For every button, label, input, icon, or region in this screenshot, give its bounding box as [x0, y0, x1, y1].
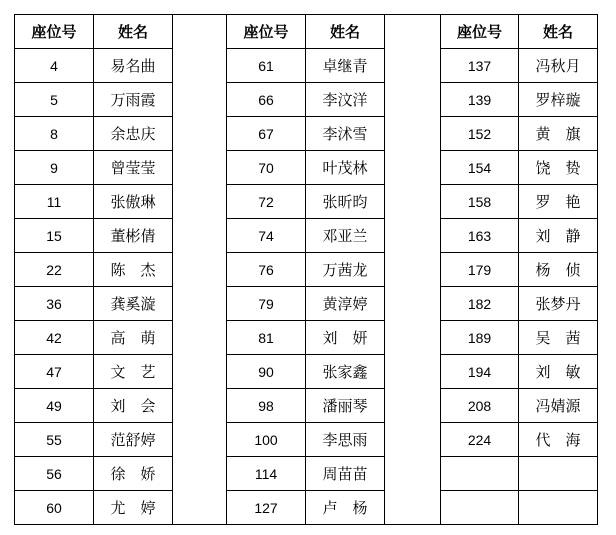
seat-number-cell: 9: [15, 151, 94, 185]
student-name-cell: 黄淳婷: [306, 287, 385, 321]
student-name-cell: 叶茂林: [306, 151, 385, 185]
student-name-cell: 潘丽琴: [306, 389, 385, 423]
name-column-header: 姓名: [94, 15, 173, 49]
seat-number-cell: 114: [227, 457, 306, 491]
seat-number-cell: 72: [227, 185, 306, 219]
column-spacer: [385, 117, 441, 151]
student-name-cell: 张家鑫: [306, 355, 385, 389]
student-name-cell: 刘 敏: [519, 355, 598, 389]
student-name-cell: 罗梓璇: [519, 83, 598, 117]
seat-number-cell: 163: [441, 219, 519, 253]
seat-number-cell: 81: [227, 321, 306, 355]
student-name-cell: 余忠庆: [94, 117, 173, 151]
column-spacer: [385, 491, 441, 525]
column-spacer: [385, 83, 441, 117]
seat-number-cell: 5: [15, 83, 94, 117]
seat-number-cell: 189: [441, 321, 519, 355]
seat-column-header: 座位号: [15, 15, 94, 49]
table-row: [15, 49, 598, 83]
column-spacer: [173, 287, 227, 321]
student-name-cell: 刘 妍: [306, 321, 385, 355]
student-name-cell: 周苗苗: [306, 457, 385, 491]
student-name-cell: 刘 静: [519, 219, 598, 253]
column-spacer: [173, 491, 227, 525]
name-column-header: 姓名: [306, 15, 385, 49]
student-name-cell: 李沭雪: [306, 117, 385, 151]
student-name-cell: 张昕昀: [306, 185, 385, 219]
seat-number-cell: 47: [15, 355, 94, 389]
student-name-cell: 刘 会: [94, 389, 173, 423]
table-row: [15, 389, 598, 423]
table-body: [15, 49, 598, 525]
seat-number-cell: 22: [15, 253, 94, 287]
column-spacer: [385, 151, 441, 185]
table-row: [15, 491, 598, 525]
seat-number-cell: 79: [227, 287, 306, 321]
seat-number-cell: 61: [227, 49, 306, 83]
column-spacer: [173, 83, 227, 117]
table-row: [15, 457, 598, 491]
name-column-header: 姓名: [519, 15, 598, 49]
column-spacer: [385, 355, 441, 389]
column-spacer: [173, 49, 227, 83]
seat-number-cell: 154: [441, 151, 519, 185]
table-row: [15, 321, 598, 355]
student-name-cell: 高 萌: [94, 321, 173, 355]
column-spacer: [385, 423, 441, 457]
student-name-cell: 罗 艳: [519, 185, 598, 219]
column-spacer: [385, 185, 441, 219]
student-name-cell: 范舒婷: [94, 423, 173, 457]
student-name-cell: [519, 457, 598, 491]
column-spacer: [385, 49, 441, 83]
student-name-cell: 冯秋月: [519, 49, 598, 83]
student-name-cell: 张梦丹: [519, 287, 598, 321]
student-name-cell: 卢 杨: [306, 491, 385, 525]
seat-column-header: 座位号: [227, 15, 306, 49]
table-row: [15, 423, 598, 457]
seat-number-cell: 74: [227, 219, 306, 253]
seat-number-cell: 127: [227, 491, 306, 525]
column-spacer: [385, 389, 441, 423]
column-spacer: [173, 423, 227, 457]
column-spacer: [173, 253, 227, 287]
seat-number-cell: 66: [227, 83, 306, 117]
seat-number-cell: 194: [441, 355, 519, 389]
seat-number-cell: 70: [227, 151, 306, 185]
seat-number-cell: 100: [227, 423, 306, 457]
header-row: [15, 15, 598, 49]
table-row: [15, 185, 598, 219]
seat-number-cell: 224: [441, 423, 519, 457]
seat-number-cell: 67: [227, 117, 306, 151]
student-name-cell: 李汶洋: [306, 83, 385, 117]
student-name-cell: 邓亚兰: [306, 219, 385, 253]
table-row: [15, 151, 598, 185]
seat-number-cell: 8: [15, 117, 94, 151]
seat-number-cell: 55: [15, 423, 94, 457]
table-row: [15, 355, 598, 389]
student-name-cell: 李思雨: [306, 423, 385, 457]
seat-number-cell: 158: [441, 185, 519, 219]
column-spacer: [173, 219, 227, 253]
student-name-cell: 吴 茜: [519, 321, 598, 355]
student-name-cell: 杨 侦: [519, 253, 598, 287]
table-row: [15, 253, 598, 287]
seat-number-cell: 60: [15, 491, 94, 525]
column-spacer: [173, 117, 227, 151]
column-spacer: [385, 457, 441, 491]
student-name-cell: 卓继青: [306, 49, 385, 83]
seat-number-cell: 208: [441, 389, 519, 423]
student-name-cell: 张傲琳: [94, 185, 173, 219]
student-name-cell: 尤 婷: [94, 491, 173, 525]
seat-number-cell: 179: [441, 253, 519, 287]
student-name-cell: 万雨霞: [94, 83, 173, 117]
student-name-cell: [519, 491, 598, 525]
seat-number-cell: 137: [441, 49, 519, 83]
seat-number-cell: 90: [227, 355, 306, 389]
seat-number-cell: 49: [15, 389, 94, 423]
student-name-cell: 代 海: [519, 423, 598, 457]
column-spacer: [385, 253, 441, 287]
column-spacer: [173, 185, 227, 219]
table-row: [15, 117, 598, 151]
seat-number-cell: 42: [15, 321, 94, 355]
student-name-cell: 董彬倩: [94, 219, 173, 253]
column-spacer: [173, 457, 227, 491]
student-name-cell: 万茜龙: [306, 253, 385, 287]
student-name-cell: 陈 杰: [94, 253, 173, 287]
column-spacer: [385, 287, 441, 321]
seat-number-cell: 4: [15, 49, 94, 83]
column-spacer: [173, 151, 227, 185]
table-row: [15, 83, 598, 117]
column-spacer: [385, 15, 441, 49]
column-spacer: [173, 355, 227, 389]
seat-column-header: 座位号: [441, 15, 519, 49]
student-name-cell: 文 艺: [94, 355, 173, 389]
seat-number-cell: 76: [227, 253, 306, 287]
seat-number-cell: 15: [15, 219, 94, 253]
student-name-cell: 饶 贽: [519, 151, 598, 185]
table-row: [15, 219, 598, 253]
student-name-cell: 徐 娇: [94, 457, 173, 491]
column-spacer: [385, 219, 441, 253]
table-row: [15, 287, 598, 321]
student-name-cell: 曾莹莹: [94, 151, 173, 185]
column-spacer: [385, 321, 441, 355]
seat-assignment-table: [14, 14, 598, 525]
seat-number-cell: [441, 457, 519, 491]
student-name-cell: 易名曲: [94, 49, 173, 83]
column-spacer: [173, 389, 227, 423]
column-spacer: [173, 321, 227, 355]
student-name-cell: 冯婧源: [519, 389, 598, 423]
seat-number-cell: [441, 491, 519, 525]
seat-number-cell: 36: [15, 287, 94, 321]
seat-number-cell: 98: [227, 389, 306, 423]
seat-number-cell: 139: [441, 83, 519, 117]
seat-number-cell: 182: [441, 287, 519, 321]
student-name-cell: 黄 旗: [519, 117, 598, 151]
student-name-cell: 龚奚漩: [94, 287, 173, 321]
seat-number-cell: 152: [441, 117, 519, 151]
seat-number-cell: 56: [15, 457, 94, 491]
column-spacer: [173, 15, 227, 49]
seat-number-cell: 11: [15, 185, 94, 219]
